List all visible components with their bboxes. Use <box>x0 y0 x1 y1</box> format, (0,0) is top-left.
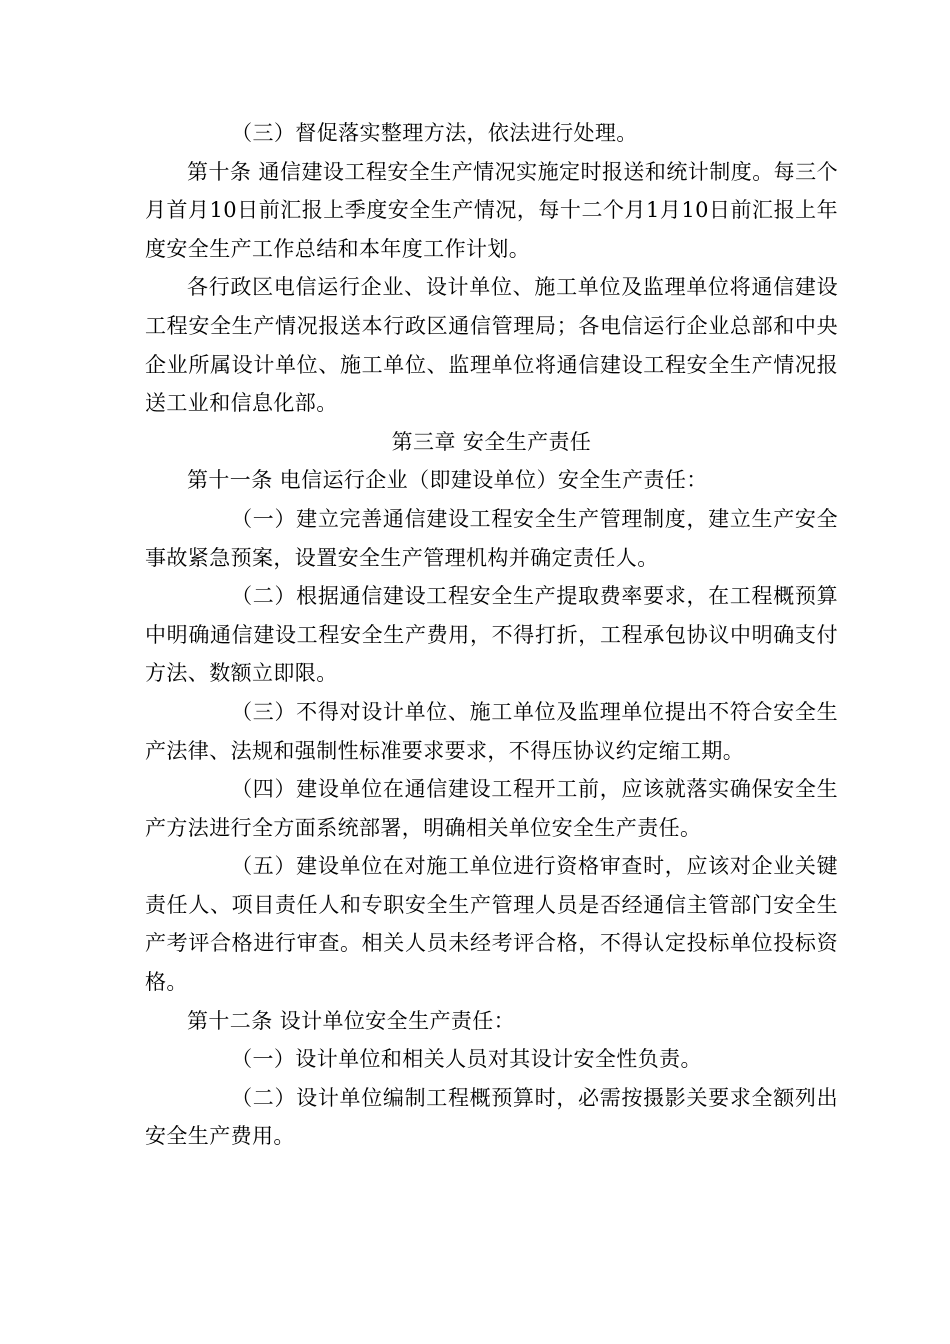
paragraph-item: （二）设计单位编制工程概预算时，必需按摄影关要求全额列出安全生产费用。 <box>145 1085 838 1149</box>
paragraph-item: （二）根据通信建设工程安全生产提取费率要求，在工程概预算中明确通信建设工程安全生产费用，不得打折，工程承包协议中明确支付方法、数额立即限。 <box>145 584 838 686</box>
paragraph-item: （五）建设单位在对施工单位进行资格审查时，应该对企业关键责任人、项目责任人和专职安全生产管理人员是否经通信主管部门安全生产考评合格进行审查。相关人员未经考评合格，不得认定投标单位投标资格。 <box>145 854 838 995</box>
chapter-heading: 第三章 安全生产责任 <box>391 429 592 454</box>
paragraph-item: （三）不得对设计单位、施工单位及监理单位提出不符合安全生产法律、法规和强制性标准要求要求，不得压协议约定缩工期。 <box>145 699 838 763</box>
paragraph-reporting: 各行政区电信运行企业、设计单位、施工单位及监理单位将通信建设工程安全生产情况报送本行政区通信管理局；各电信运行企业总部和中央企业所属设计单位、施工单位、监理单位将通信建设工程安全生产情况报送工业和信息化部。 <box>145 275 838 416</box>
paragraph-article-12: 第十二条 设计单位安全生产责任： <box>187 1008 516 1033</box>
paragraph-article-10: 第十条 通信建设工程安全生产情况实施定时报送和统计制度。每三个月首月10日前汇报上季度安全生产情况，每十二个月1月10日前汇报上年度安全生产工作总结和本年度工作计划。 <box>145 159 838 261</box>
document-body <box>145 114 838 1156</box>
paragraph-item: （一）建立完善通信建设工程安全生产管理制度，建立生产安全事故紧急预案，设置安全生产管理机构并确定责任人。 <box>145 506 838 570</box>
paragraph-item: （三）督促落实整理方法，依法进行处理。 <box>231 121 638 145</box>
paragraph-article-11: 第十一条 电信运行企业（即建设单位）安全生产责任： <box>187 468 708 493</box>
paragraph-item: （一）设计单位和相关人员对其设计安全性负责。 <box>231 1047 702 1072</box>
paragraph-item: （四）建设单位在通信建设工程开工前，应该就落实确保安全生产方法进行全方面系统部署，明确相关单位安全生产责任。 <box>145 777 838 840</box>
